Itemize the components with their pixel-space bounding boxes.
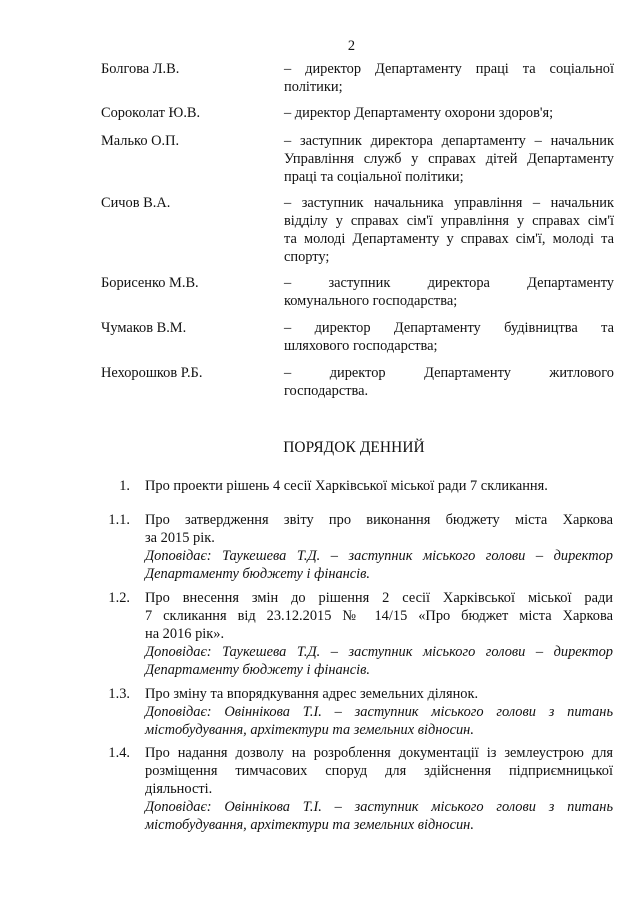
agenda-item-line: діяльності. bbox=[145, 781, 213, 797]
speaker-line: Доповідає: Овіннікова Т.І. – заступник міського голови з питань bbox=[145, 799, 613, 815]
agenda-item-line: за 2015 рік. bbox=[145, 530, 215, 546]
attendee-name: Малько О.П. bbox=[101, 133, 180, 149]
speaker-line: Доповідає: Овіннікова Т.І. – заступник міського голови з питань bbox=[145, 704, 613, 720]
agenda-item-body bbox=[145, 744, 613, 834]
position-line: – заступник директора департаменту – начальник bbox=[284, 133, 614, 149]
position-line: – директор Департаменту житлового bbox=[284, 365, 614, 381]
page-number: 2 bbox=[347, 38, 356, 54]
position-line: – директор Департаменту праці та соціальної bbox=[284, 61, 614, 77]
position-line: – заступник директора Департаменту bbox=[284, 275, 614, 291]
agenda-item-line: розміщення тимчасових споруд для здійснення підприємницької bbox=[145, 763, 613, 779]
attendee-position bbox=[284, 194, 614, 266]
agenda-item-number: 1.2. bbox=[108, 590, 130, 606]
position-line: спорту; bbox=[284, 249, 330, 265]
speaker-line: Департаменту бюджету і фінансів. bbox=[145, 566, 371, 582]
agenda-item-line: Про внесення змін до рішення 2 сесії Харківської міської ради bbox=[145, 590, 613, 606]
agenda-item-line: 7 скликання від 23.12.2015 № 14/15 «Про бюджет міста Харкова bbox=[145, 608, 613, 624]
position-line: Управління служб у справах дітей Департаменту bbox=[284, 151, 614, 167]
agenda-item-number: 1.4. bbox=[108, 745, 130, 761]
position-line: – директор Департаменту будівництва та bbox=[284, 320, 614, 336]
speaker-line: Доповідає: Таукешева Т.Д. – заступник міського голови – директор bbox=[145, 644, 613, 660]
position-line: господарства. bbox=[284, 383, 369, 399]
position-line: політики; bbox=[284, 79, 343, 95]
agenda-item-line: Про проекти рішень 4 сесії Харківської міської ради 7 скликання. bbox=[145, 478, 548, 494]
agenda-item-line: Про зміну та впорядкування адрес земельних ділянок. bbox=[145, 686, 479, 702]
speaker-line: містобудування, архітектури та земельних відносин. bbox=[145, 722, 474, 738]
agenda-item-body bbox=[145, 685, 613, 739]
attendee-position bbox=[284, 104, 614, 122]
attendee-name: Сороколат Ю.В. bbox=[101, 105, 201, 121]
position-line: відділу у справах сім'ї управління у справах сім'ї bbox=[284, 213, 614, 229]
agenda-item-number: 1. bbox=[119, 478, 130, 494]
attendee-name: Сичов В.А. bbox=[101, 195, 171, 211]
position-line: – директор Департаменту охорони здоров'я; bbox=[284, 105, 554, 121]
position-line: та молоді Департаменту у справах сім'ї, молоді та bbox=[284, 231, 614, 247]
attendee-position bbox=[284, 60, 614, 96]
agenda-item-line: Про затвердження звіту про виконання бюджету міста Харкова bbox=[145, 512, 613, 528]
agenda-heading: ПОРЯДОК ДЕННИЙ bbox=[283, 439, 425, 456]
agenda-item-body bbox=[145, 589, 613, 679]
agenda-item-body bbox=[145, 477, 613, 495]
position-line: шляхового господарства; bbox=[284, 338, 438, 354]
agenda-item-line: Про надання дозволу на розроблення документації із землеустрою для bbox=[145, 745, 613, 761]
attendee-position bbox=[284, 132, 614, 186]
attendee-name: Нехорошков Р.Б. bbox=[101, 365, 203, 381]
position-line: – заступник начальника управління – начальник bbox=[284, 195, 614, 211]
position-line: праці та соціальної політики; bbox=[284, 169, 464, 185]
agenda-item-body bbox=[145, 511, 613, 583]
attendee-name: Чумаков В.М. bbox=[101, 320, 187, 336]
attendee-name: Болгова Л.В. bbox=[101, 61, 180, 77]
attendee-position bbox=[284, 274, 614, 310]
position-line: комунального господарства; bbox=[284, 293, 458, 309]
speaker-line: Департаменту бюджету і фінансів. bbox=[145, 662, 371, 678]
agenda-item-line: на 2016 рік». bbox=[145, 626, 225, 642]
speaker-line: містобудування, архітектури та земельних відносин. bbox=[145, 817, 474, 833]
attendee-position bbox=[284, 364, 614, 400]
agenda-item-number: 1.1. bbox=[108, 512, 130, 528]
attendee-name: Борисенко М.В. bbox=[101, 275, 199, 291]
speaker-line: Доповідає: Таукешева Т.Д. – заступник міського голови – директор bbox=[145, 548, 613, 564]
agenda-item-number: 1.3. bbox=[108, 686, 130, 702]
attendee-position bbox=[284, 319, 614, 355]
